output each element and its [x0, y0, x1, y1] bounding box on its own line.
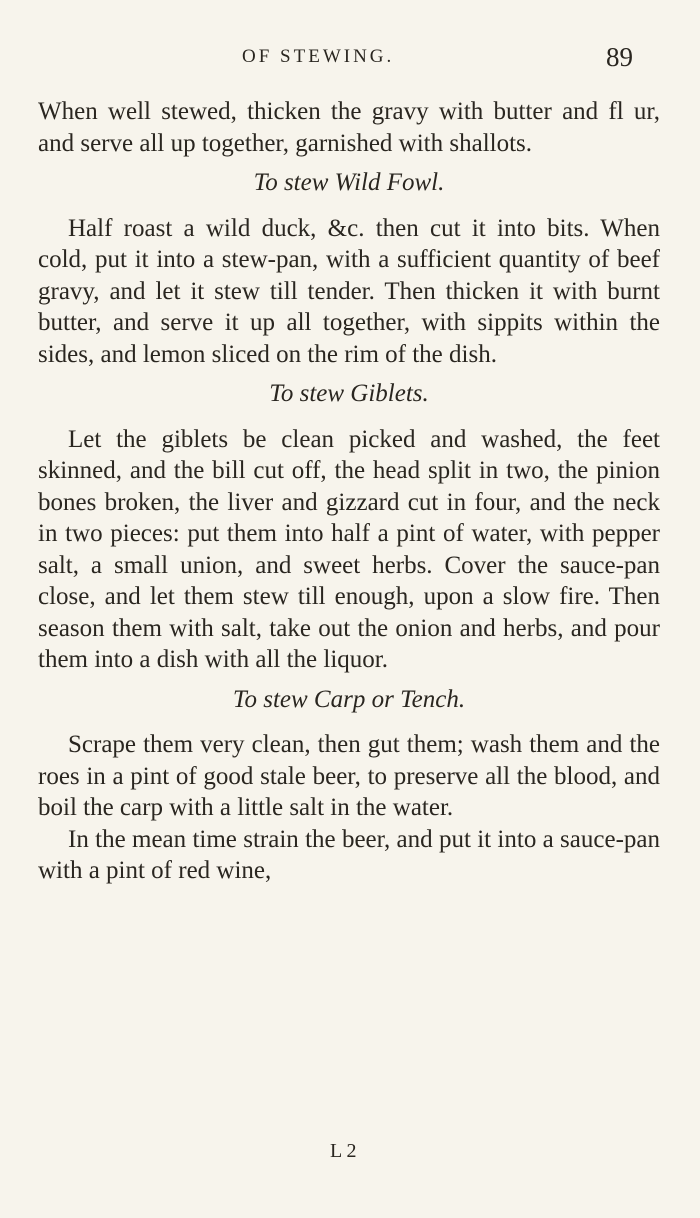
running-title: OF STEWING. — [242, 46, 395, 67]
paragraph-carp-1: Scrape them very clean, then gut them; wash them and the roes in a pint of good stale beer, to preserve all the blood, and boil the carp with a little salt in the water. — [38, 731, 660, 821]
paragraph-wild-fowl: Half roast a wild duck, &c. then cut it into bits. When cold, put it into a stew-pan, with a sufficient quantity of beef gravy, and let it stew till tender. Then thicken it with burnt butter, and serve it up all together, with sippits within the sides, and lemon sliced on the rim of the dish. — [38, 214, 660, 368]
signature-mark: L 2 — [330, 1140, 357, 1162]
page-number: 89 — [606, 42, 633, 72]
paragraph-carp-2: In the mean time strain the beer, and put it into a sauce-pan with a pint of red wine, — [38, 825, 660, 884]
heading-stew-wild-fowl: To stew Wild Fowl. — [253, 169, 445, 196]
body-text — [38, 96, 660, 887]
paragraph-giblets: Let the giblets be clean picked and washed, the feet skinned, and the bill cut off, the head split in two, the pinion bones broken, the liver and gizzard cut in four, and the neck in two pieces: put them into half a pint of water, with pepper salt, a small union, and sweet herbs. Cover the sauce-pan close, and let them stew till enough, upon a slow fire. Then season them with salt, take out the onion and herbs, and pour them into a dish with all the liquor. — [38, 425, 660, 673]
running-head — [0, 42, 700, 82]
heading-stew-carp-tench: To stew Carp or Tench. — [232, 685, 466, 713]
paragraph-continuation: When well stewed, thicken the gravy with butter and fl ur, and serve all up together, garnished with shallots. — [38, 98, 660, 157]
heading-stew-giblets: To stew Giblets. — [269, 380, 429, 407]
